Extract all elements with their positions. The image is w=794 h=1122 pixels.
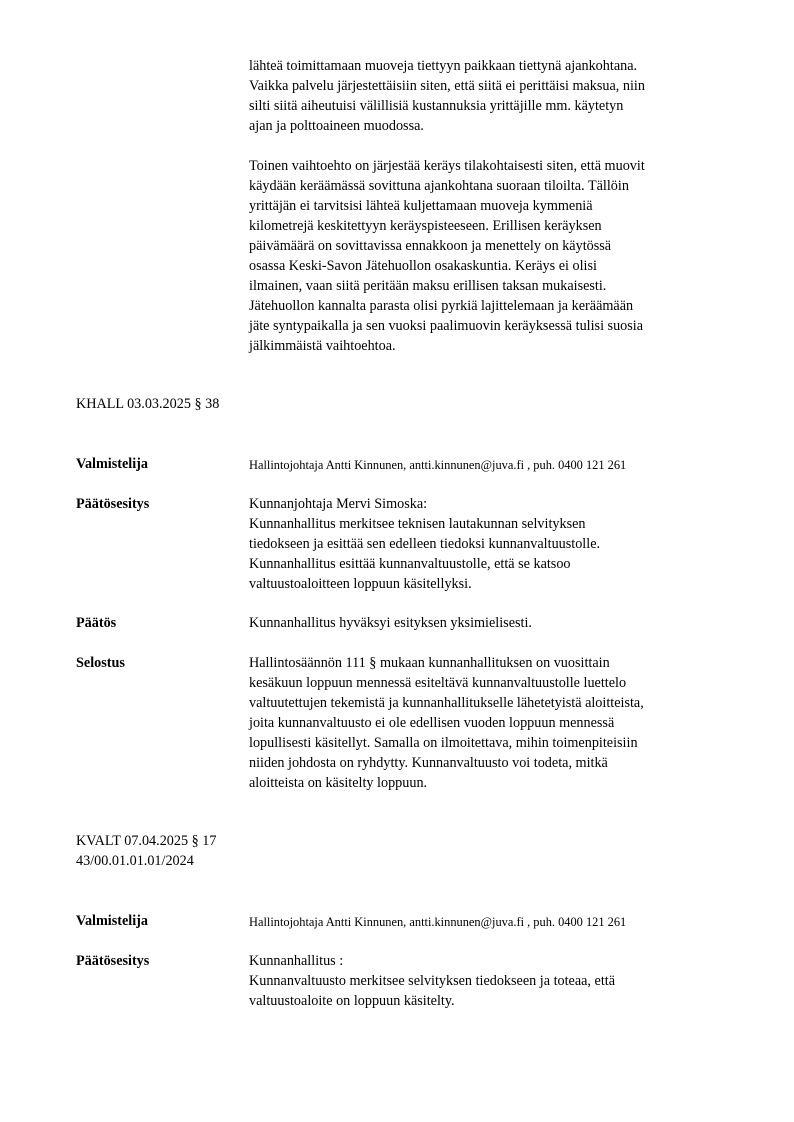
text-line: Kunnanhallitus merkitsee teknisen lautakunnan selvityksen — [249, 516, 586, 532]
text-line: ilmainen, vaan siitä peritään maksu erillisen taksan mukaisesti. — [249, 278, 607, 294]
kvalt-paatosesitys-label: Päätösesitys — [76, 953, 150, 969]
text-line: Kunnanhallitus : — [249, 953, 344, 969]
text-line: kesäkuun loppuun mennessä esiteltävä kunnanvaltuustolle luettelo — [249, 675, 627, 691]
text-line: jäte syntypaikalla ja sen vuoksi paalimuovin keräyksessä tulisi suosia — [249, 318, 644, 334]
text-line: valtuustoaloite on loppuun käsitelty. — [249, 993, 455, 1009]
text-line: Kunnanjohtaja Mervi Simoska: — [249, 496, 428, 512]
intro-paragraph-1 — [249, 56, 739, 136]
text-line: valtuustoaloitteen loppuun käsitellyksi. — [249, 576, 472, 592]
kvalt-valmistelija-label: Valmistelija — [76, 913, 148, 929]
text-line: joita kunnanvaltuusto ei ole edellisen vuoden loppuun mennessä — [249, 715, 615, 731]
khall-selostus-label: Selostus — [76, 655, 125, 671]
khall-valmistelija-label: Valmistelija — [76, 456, 148, 472]
text-line: lopullisesti käsitellyt. Samalla on ilmoitettava, mihin toimenpiteisiin — [249, 735, 638, 751]
text-line: jälkimmäistä vaihtoehtoa. — [249, 338, 396, 354]
khall-paatos-text — [249, 613, 739, 633]
khall-paatosesitys-text — [249, 494, 739, 594]
khall-paatosesitys-label: Päätösesitys — [76, 496, 150, 512]
text-line: ajan ja polttoaineen muodossa. — [249, 118, 424, 134]
text-line: tiedokseen ja esittää sen edelleen tiedoksi kunnanvaltuustolle. — [249, 536, 601, 552]
khall-paatos-label: Päätös — [76, 615, 117, 631]
khall-meeting-heading: KHALL 03.03.2025 § 38 — [76, 396, 220, 412]
kvalt-diary-number: 43/00.01.01.01/2024 — [76, 853, 194, 869]
text-line: yrittäjän ei tarvitsisi lähteä kuljettamaan muoveja kymmeniä — [249, 198, 593, 214]
text-line: valtuutettujen tekemistä ja kunnanhallitukselle lähetetyistä aloitteista, — [249, 695, 644, 711]
text-line: silti siitä aiheutuisi välillisiä kustannuksia yrittäjille mm. käytetyn — [249, 98, 624, 114]
text-line: aloitteista on käsitelty loppuun. — [249, 775, 428, 791]
text-line: kilometrejä keskitettyyn keräyspisteeseen. Erillisen keräyksen — [249, 218, 602, 234]
text-line: Hallintosäännön 111 § mukaan kunnanhallituksen on vuosittain — [249, 655, 610, 671]
kvalt-meeting-heading: KVALT 07.04.2025 § 17 — [76, 833, 217, 849]
text-line: Kunnanhallitus esittää kunnanvaltuustolle, että se katsoo — [249, 556, 571, 572]
text-line: Toinen vaihtoehto on järjestää keräys tilakohtaisesti siten, että muovit — [249, 158, 645, 174]
khall-selostus-text — [249, 653, 739, 793]
text-line: niiden johdosta on ryhdytty. Kunnanvaltuusto voi todeta, mitkä — [249, 755, 608, 771]
kvalt-paatosesitys-text — [249, 951, 739, 1011]
intro-paragraph-2 — [249, 156, 739, 356]
kvalt-valmistelija-value: Hallintojohtaja Antti Kinnunen, antti.kinnunen@juva.fi , puh. 0400 121 261 — [249, 915, 627, 929]
text-line: Kunnanhallitus hyväksyi esityksen yksimielisesti. — [249, 615, 532, 631]
text-line: Jätehuollon kannalta parasta olisi pyrkiä lajittelemaan ja keräämään — [249, 298, 634, 314]
text-line: osassa Keski-Savon Jätehuollon osakaskuntia. Keräys ei olisi — [249, 258, 597, 274]
khall-valmistelija-value: Hallintojohtaja Antti Kinnunen, antti.kinnunen@juva.fi , puh. 0400 121 261 — [249, 458, 627, 472]
text-line: Vaikka palvelu järjestettäisiin siten, että siitä ei perittäisi maksua, niin — [249, 78, 645, 94]
text-line: päivämäärä on sovittavissa ennakkoon ja menettely on käytössä — [249, 238, 612, 254]
text-line: Kunnanvaltuusto merkitsee selvityksen tiedokseen ja toteaa, että — [249, 973, 616, 989]
text-line: lähteä toimittamaan muoveja tiettyyn paikkaan tiettynä ajankohtana. — [249, 58, 638, 74]
text-line: käydään keräämässä sovittuna ajankohtana suoraan tiloilta. Tällöin — [249, 178, 629, 194]
